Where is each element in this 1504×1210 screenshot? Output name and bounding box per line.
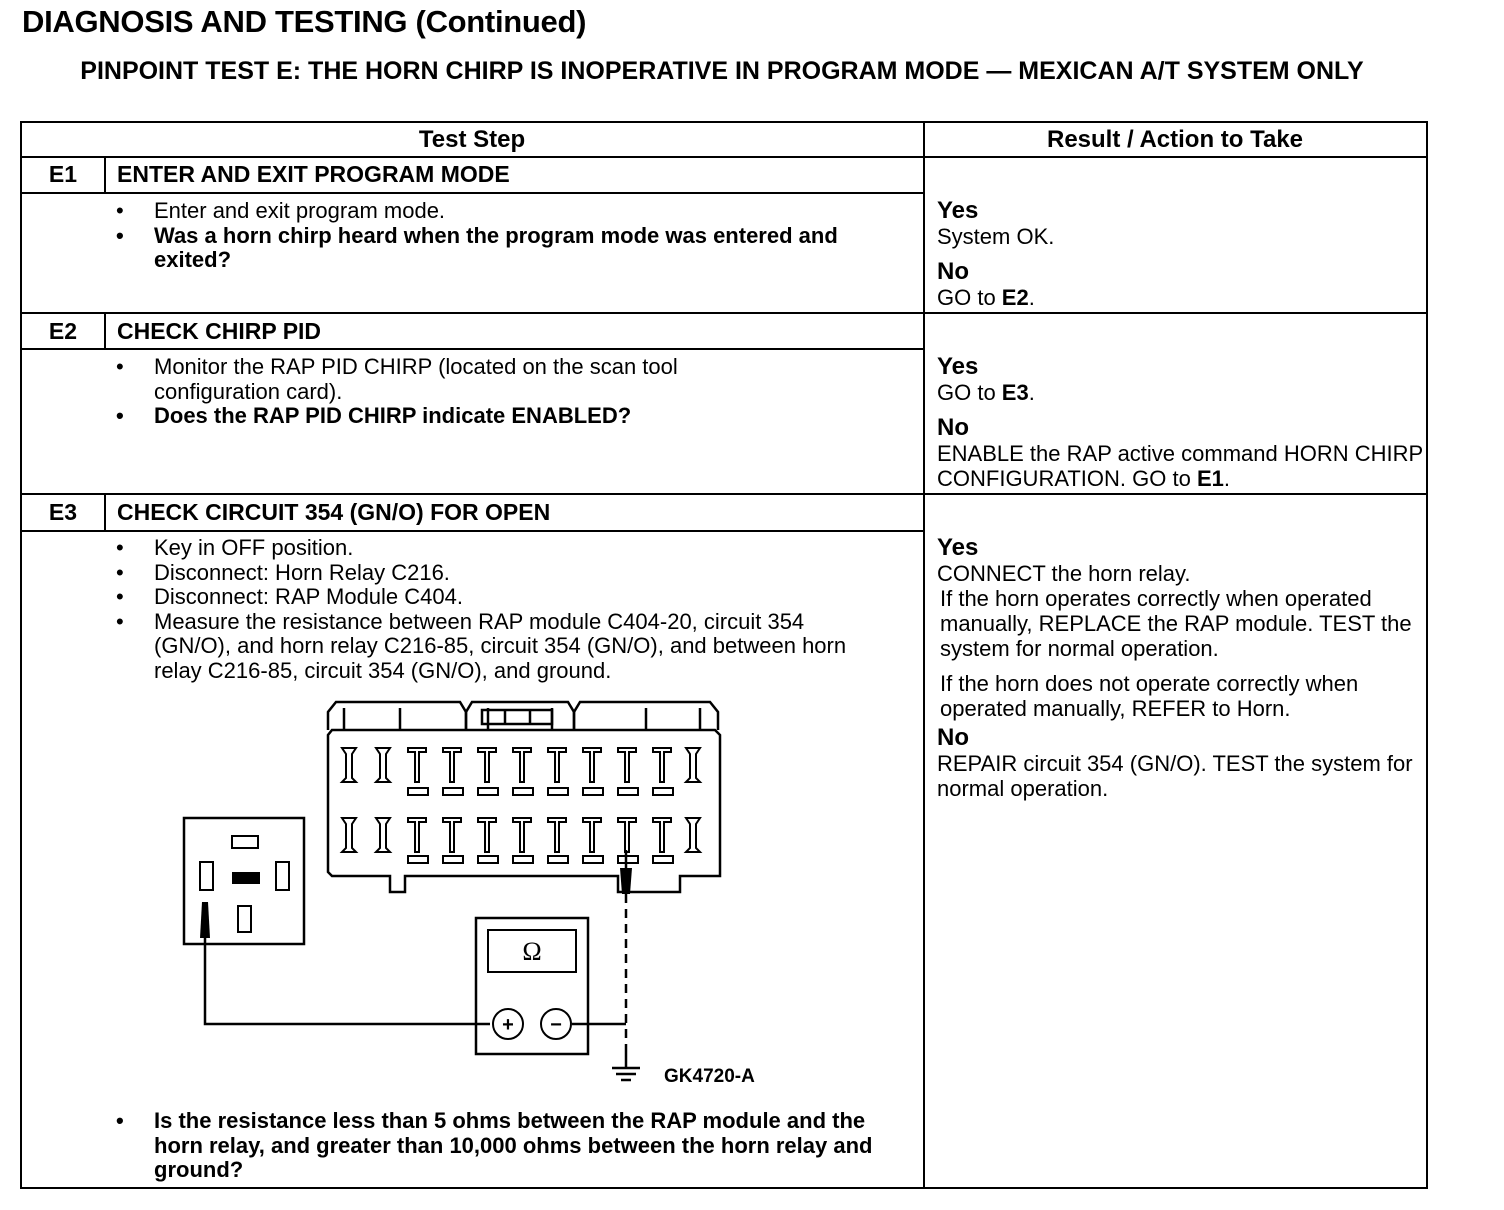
- no-label: No: [937, 258, 969, 285]
- no-action: REPAIR circuit 354 (GN/O). TEST the system for normal operation.: [937, 751, 1413, 801]
- instruction-item: • Measure the resistance between RAP module C404-20, circuit 354 (GN/O), and horn relay C216-85, circuit 354 (GN/O), and between horn relay C216-85, circuit 354 (GN/O), and ground.: [116, 610, 886, 684]
- yes-action: If the horn operates correctly when operated manually, REPLACE the RAP module. TEST the system for normal operation.: [940, 586, 1412, 661]
- col-header-test-step: Test Step: [418, 126, 526, 153]
- step-reference[interactable]: E3: [1001, 380, 1029, 405]
- step-title: CHECK CIRCUIT 354 (GN/O) FOR OPEN: [117, 499, 551, 525]
- step-instructions: [116, 355, 796, 429]
- step-id: E1: [48, 161, 78, 187]
- ohm-symbol: Ω: [522, 937, 542, 966]
- connector-diagram: [160, 690, 800, 1100]
- step-instructions: [116, 199, 876, 273]
- step-result: [937, 535, 1417, 801]
- step-reference[interactable]: E2: [1001, 285, 1029, 310]
- step-id: E3: [48, 499, 78, 525]
- yes-action: System OK.: [937, 224, 1055, 249]
- step-result: [937, 198, 1422, 310]
- step-result: [937, 354, 1424, 491]
- relay-terminal: [232, 872, 260, 884]
- yes-label: Yes: [937, 534, 979, 561]
- yes-action: GO to E3.: [937, 380, 1035, 405]
- instruction-item: • Disconnect: RAP Module C404.: [116, 585, 886, 610]
- instruction-item: • Enter and exit program mode.: [116, 199, 876, 224]
- plus-terminal: +: [502, 1014, 514, 1036]
- no-action: GO to E2.: [937, 285, 1035, 310]
- test-leads: [205, 850, 640, 1080]
- instruction-question: • Does the RAP PID CHIRP indicate ENABLED?: [116, 404, 796, 429]
- yes-label: Yes: [937, 353, 979, 380]
- step-instructions: [116, 536, 886, 683]
- figure-code: GK4720-A: [664, 1066, 755, 1087]
- no-label: No: [937, 414, 969, 441]
- step-question: [116, 1109, 906, 1183]
- instruction-item: • Disconnect: Horn Relay C216.: [116, 561, 886, 586]
- step-id: E2: [48, 318, 78, 344]
- instruction-question: • Is the resistance less than 5 ohms between the RAP module and the horn relay, and greater than 10,000 ohms between the horn relay and ground?: [116, 1109, 906, 1183]
- instruction-item: • Monitor the RAP PID CHIRP (located on the scan tool configuration card).: [116, 355, 796, 404]
- step-title: ENTER AND EXIT PROGRAM MODE: [117, 161, 510, 187]
- connector-latch: [328, 702, 466, 730]
- no-action: ENABLE the RAP active command HORN CHIRP CONFIGURATION. GO to E1.: [937, 441, 1423, 491]
- step-reference[interactable]: E1: [1196, 466, 1224, 491]
- section-heading: DIAGNOSIS AND TESTING (Continued): [22, 4, 587, 39]
- connector-terminals: [342, 748, 700, 863]
- step-title: CHECK CHIRP PID: [117, 318, 322, 344]
- test-title: PINPOINT TEST E: THE HORN CHIRP IS INOPERATIVE IN PROGRAM MODE — MEXICAN A/T SYSTEM ONLY: [80, 57, 1364, 85]
- no-label: No: [937, 724, 969, 751]
- col-header-result: Result / Action to Take: [1046, 126, 1304, 153]
- minus-terminal: −: [550, 1014, 562, 1036]
- instruction-question: • Was a horn chirp heard when the program mode was entered and exited?: [116, 224, 876, 273]
- instruction-item: • Key in OFF position.: [116, 536, 886, 561]
- yes-action: If the horn does not operate correctly when operated manually, REFER to Horn.: [940, 671, 1359, 721]
- yes-action: CONNECT the horn relay.: [937, 561, 1191, 586]
- negative-probe: [200, 902, 210, 938]
- positive-probe: [620, 868, 632, 894]
- yes-label: Yes: [937, 197, 979, 224]
